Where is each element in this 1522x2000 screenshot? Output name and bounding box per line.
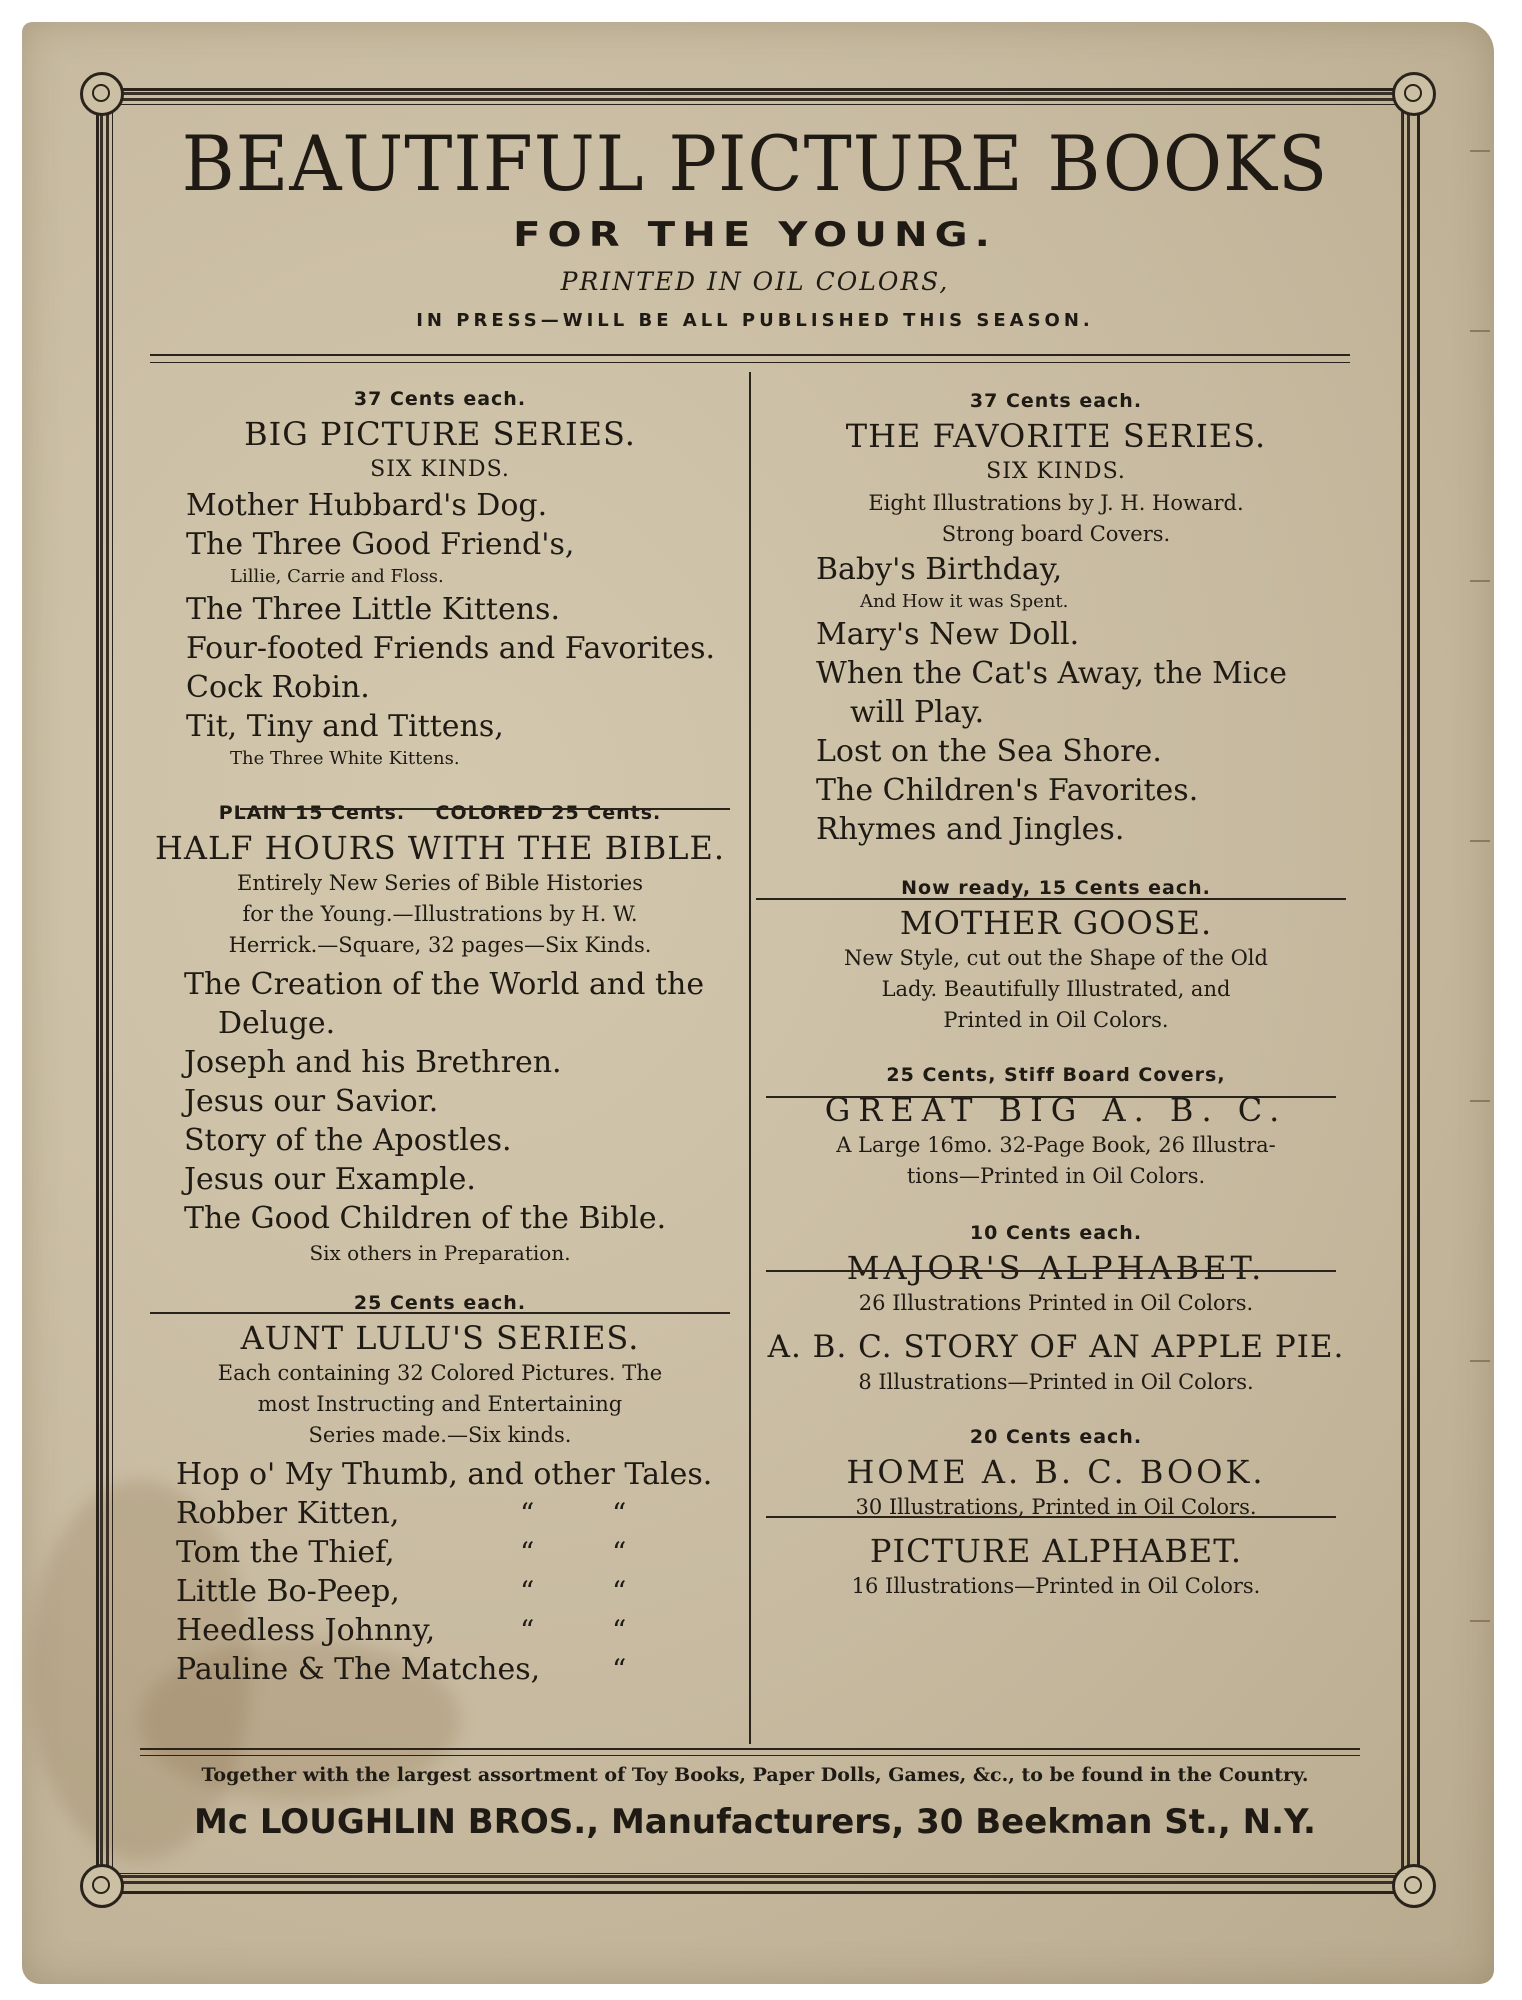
series-description: tions—Printed in Oil Colors. [906,1164,1206,1188]
list-item: Cock Robin. [186,670,370,705]
series-description: most Instructing and Entertaining [257,1392,623,1416]
corner-ornament-icon [80,1864,124,1908]
ditto-mark: “ [520,1575,535,1608]
footer-divider [140,1748,1360,1750]
list-item: Mother Hubbard's Dog. [186,488,548,523]
footer-divider [140,1755,1360,1756]
list-item: The Good Children of the Bible. [184,1201,667,1236]
price-label: 37 Cents each. [353,388,527,410]
list-item-subtitle: The Three White Kittens. [230,748,460,769]
series-description: New Style, cut out the Shape of the Old [844,946,1268,970]
stitch-mark [1470,150,1490,152]
series-title: HALF HOURS WITH THE BIBLE. [154,829,726,867]
price-label: 10 Cents each. [969,1222,1143,1244]
list-item: The Three Little Kittens. [186,592,560,627]
list-item: Little Bo-Peep, [176,1574,400,1609]
corner-ornament-icon [1392,1864,1436,1908]
series-title: THE FAVORITE SERIES. [845,417,1267,455]
list-item: Hop o' My Thumb, and other Tales. [176,1457,713,1492]
title-list [140,486,740,772]
section-divider [150,1312,730,1314]
series-description: Lady. Beautifully Illustrated, and [881,977,1231,1001]
list-item: Tom the Thief, [176,1535,395,1570]
series-title: MOTHER GOOSE. [899,904,1213,942]
corner-ornament-icon [1392,72,1436,116]
kinds-label: SIX KINDS. [370,457,510,482]
series-title: GREAT BIG A. B. C. [824,1091,1288,1129]
list-item-subtitle: And How it was Spent. [860,591,1069,612]
list-item: Lost on the Sea Shore. [816,734,1162,769]
favorite-series [756,386,1356,849]
series-title: MAJOR'S ALPHABET. [846,1249,1266,1287]
printed-note: PRINTED IN OIL COLORS, [560,267,950,296]
section-divider [240,808,730,810]
list-item: Robber Kitten, [176,1496,400,1531]
list-item: The Creation of the World and the [184,967,705,1002]
list-item: When the Cat's Away, the Mice [816,656,1287,691]
series-title: BIG PICTURE SERIES. [244,415,636,453]
series-description: Series made.—Six kinds. [308,1423,572,1447]
page-title: BEAUTIFUL PICTURE BOOKS [181,119,1329,208]
list-item: Deluge. [218,1006,336,1041]
list-item: Baby's Birthday, [816,552,1063,587]
price-label: 25 Cents each. [353,1292,527,1314]
stitch-mark [1470,1360,1490,1362]
list-item-subtitle: Lillie, Carrie and Floss. [230,566,444,587]
kinds-label: SIX KINDS. [986,459,1126,484]
list-item: Joseph and his Brethren. [184,1045,562,1080]
section-divider [766,1516,1336,1518]
header [130,118,1380,338]
list-item: Story of the Apostles. [184,1123,512,1158]
list-item: Mary's New Doll. [816,617,1080,652]
stitch-mark [1470,580,1490,582]
series-description: Herrick.—Square, 32 pages—Six Kinds. [228,933,652,957]
series-description: A Large 16mo. 32-Page Book, 26 Illustra- [836,1133,1276,1157]
ditto-mark: “ [520,1536,535,1569]
list-item: Tit, Tiny and Tittens, [186,709,504,744]
page-subtitle: FOR THE YOUNG. [513,215,997,255]
title-list [140,1455,740,1689]
stitch-mark [1470,840,1490,842]
section-divider [766,1096,1336,1098]
ditto-mark: “ [612,1575,627,1608]
series-description: Each containing 32 Colored Pictures. The [217,1361,663,1385]
list-item: Pauline & The Matches, [176,1652,541,1687]
price-label: 25 Cents, Stiff Board Covers, [886,1064,1226,1086]
home-abc-book [756,1422,1356,1602]
series-description: 30 Illustrations, Printed in Oil Colors. [855,1495,1257,1519]
stitch-mark [1470,1620,1490,1622]
ditto-mark: “ [612,1614,627,1647]
price-colored: COLORED 25 Cents. [435,802,662,824]
price-label [140,798,740,828]
ditto-mark: “ [520,1614,535,1647]
list-item: The Three Good Friend's, [186,527,575,562]
publisher-line: Mc LOUGHLIN BROS., Manufacturers, 30 Beekman St., N.Y. [194,1802,1316,1842]
series-title: A. B. C. STORY OF AN APPLE PIE. [767,1329,1345,1365]
series-title: AUNT LULU'S SERIES. [240,1319,640,1357]
series-description: 16 Illustrations—Printed in Oil Colors. [851,1574,1261,1598]
corner-ornament-icon [80,72,124,116]
ditto-mark: “ [612,1653,627,1686]
right-column [756,386,1356,1602]
section-divider [766,1270,1336,1272]
series-description: Eight Illustrations by J. H. Howard. [868,491,1244,515]
big-picture-series [140,384,740,772]
section-divider [756,898,1346,900]
title-list [756,550,1356,849]
list-item: Four-footed Friends and Favorites. [186,631,716,666]
stitch-mark [1470,330,1490,332]
list-item: The Children's Favorites. [816,773,1199,808]
series-description: 26 Illustrations Printed in Oil Colors. [858,1291,1254,1315]
header-divider [150,354,1350,356]
column-divider [749,372,751,1744]
series-description: for the Young.—Illustrations by H. W. [242,902,638,926]
half-hours-bible [140,798,740,1268]
stitch-mark [1470,1100,1490,1102]
ditto-mark: “ [612,1497,627,1530]
left-column [140,384,740,1689]
series-description: Printed in Oil Colors. [943,1008,1169,1032]
ditto-mark: “ [520,1497,535,1530]
title-list [140,965,740,1238]
list-item: Jesus our Savior. [184,1084,439,1119]
list-item: Jesus our Example. [184,1162,476,1197]
in-press-note: IN PRESS—WILL BE ALL PUBLISHED THIS SEASON. [416,310,1094,331]
aunt-lulu-series [140,1288,740,1689]
price-label: Now ready, 15 Cents each. [901,877,1211,899]
header-divider [150,362,1350,363]
great-big-abc [756,1060,1356,1192]
price-label: 20 Cents each. [969,1426,1143,1448]
list-item: will Play. [850,695,985,730]
series-description: Strong board Covers. [941,522,1171,546]
series-title: HOME A. B. C. BOOK. [846,1453,1266,1491]
footer-assortment-note: Together with the largest assortment of Toy Books, Paper Dolls, Games, &c., to be found in the Country. [201,1764,1309,1786]
preparation-note: Six others in Preparation. [309,1241,571,1265]
series-description: 8 Illustrations—Printed in Oil Colors. [858,1370,1254,1394]
series-description: Entirely New Series of Bible Histories [237,871,643,895]
series-title: PICTURE ALPHABET. [869,1532,1243,1570]
ditto-mark: “ [612,1536,627,1569]
list-item: Heedless Johnny, [176,1613,436,1648]
price-label: 37 Cents each. [969,390,1143,412]
majors-alphabet [756,1218,1356,1398]
list-item: Rhymes and Jingles. [816,812,1125,847]
price-plain: PLAIN 15 Cents. [218,802,406,824]
